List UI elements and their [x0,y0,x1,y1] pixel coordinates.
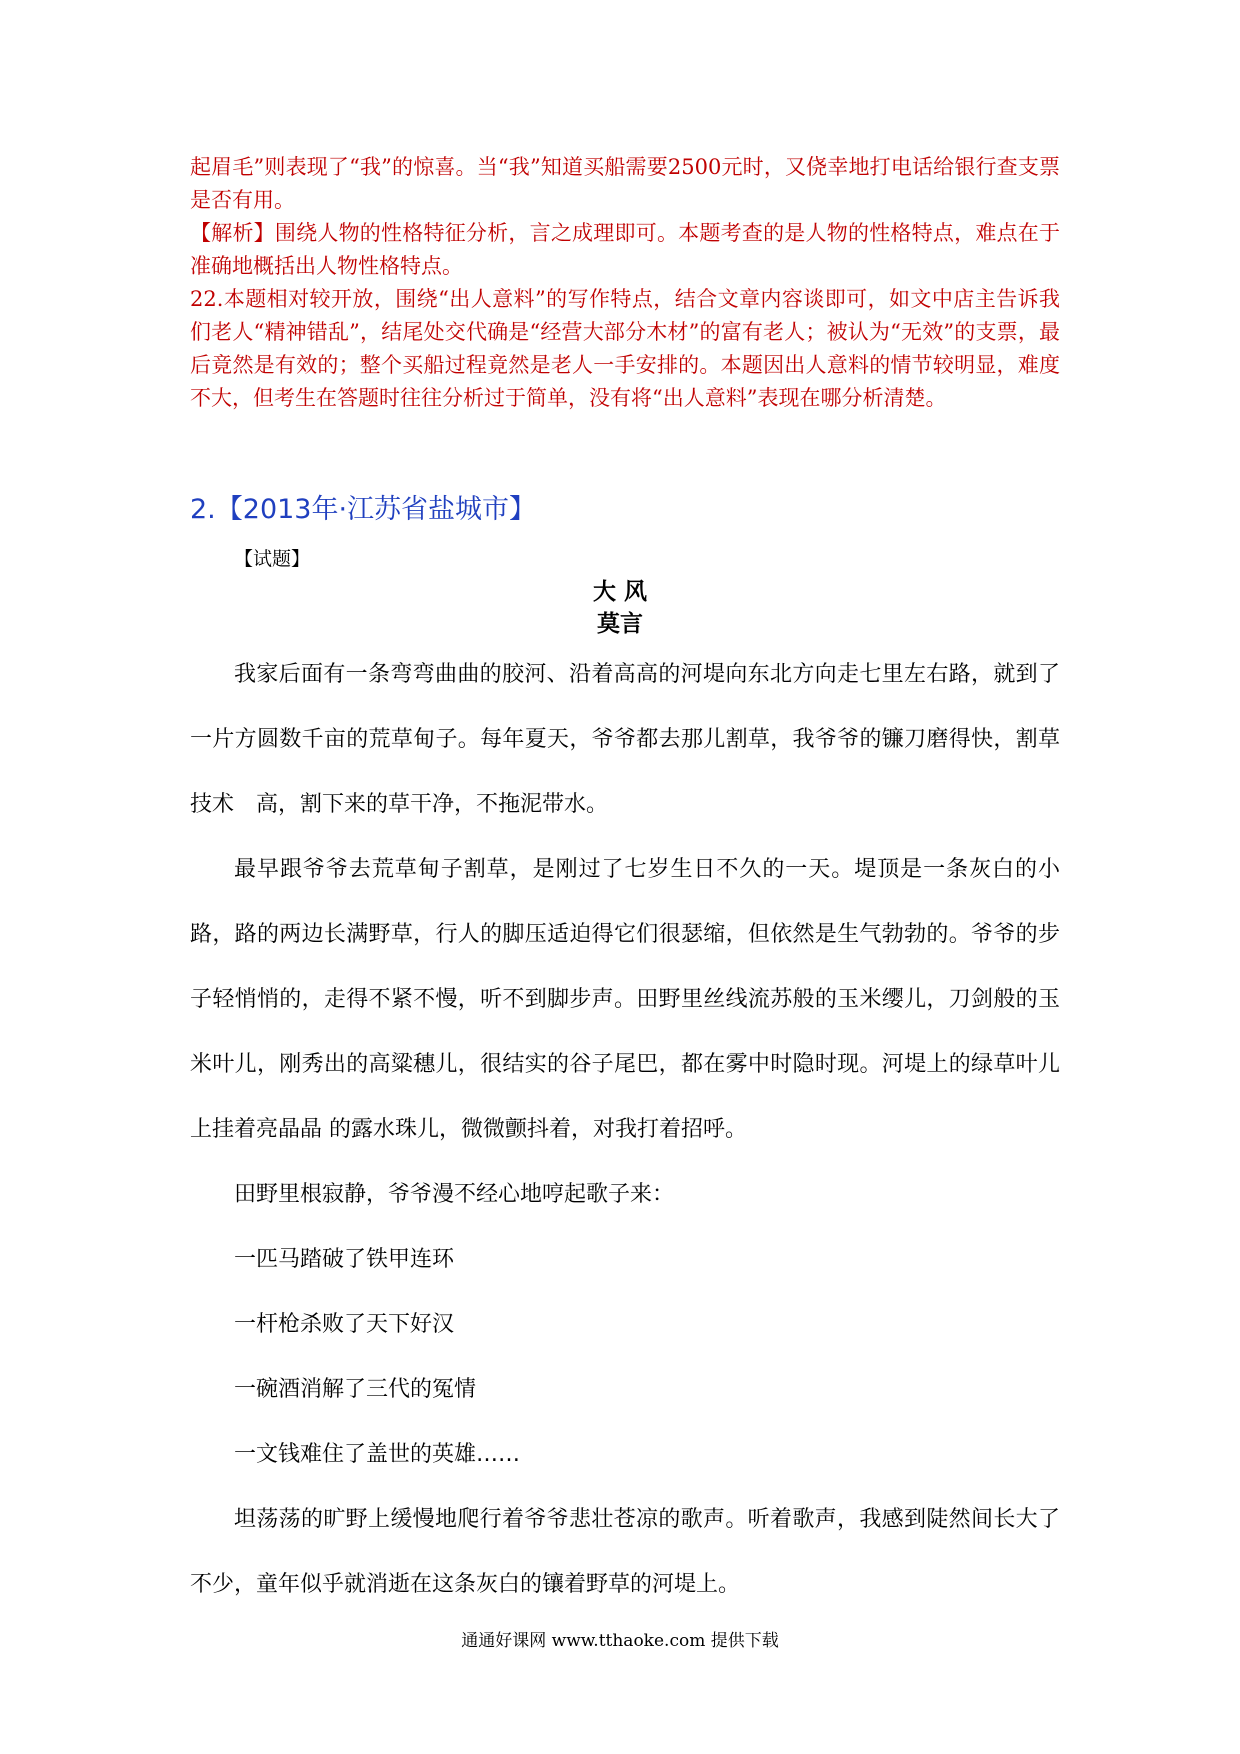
question-label: 【试题】 [234,548,311,570]
song-line: 一杆枪杀败了天下好汉 [234,1312,455,1337]
story-paragraph: 坦荡荡的旷野上缓慢地爬行着爷爷悲壮苍凉的歌声。听着歌声，我感到陡然间长大了不少，童年似乎就消逝在这条灰白的镶着野草的河堤上。 [190,1507,1060,1597]
story-paragraph: 最早跟爷爷去荒草甸子割草，是刚过了七岁生日不久的一天。堤顶是一条灰白的小路，路的两边长满野草，行人的脚压适迫得它们很瑟缩，但依然是生气勃勃的。爷爷的步子轻悄悄的，走得不紧不慢，听不到脚步声。田野里丝线流苏般的玉米缨儿，刀剑般的玉米叶儿，刚秀出的高粱穗儿，很结实的谷子尾巴，都在雾中时隐时现。河堤上的绿草叶儿上挂着亮晶晶 的露水珠儿，微微颤抖着，对我打着招呼。 [190,857,1060,1142]
analysis-paragraph: 【解析】围绕人物的性格特征分析，言之成理即可。本题考查的是人物的性格特点，难点在于准确地概括出人物性格特点。 [190,221,1060,278]
story-paragraph: 我家后面有一条弯弯曲曲的胶河、沿着高高的河堤向东北方向走七里左右路，就到了一片方圆数千亩的荒草甸子。每年夏天，爷爷都去那儿割草，我爷爷的镰刀磨得快，割草技术 高，割下来的草干净，不拖泥带水。 [190,662,1060,817]
question-22-answer: 22.本题相对较开放，围绕“出人意料”的写作特点，结合文章内容谈即可，如文中店主告诉我们老人“精神错乱”，结尾处交代确是“经营大部分木材”的富有老人；被认为“无效”的支票，最后竟然是有效的；整个买船过程竟然是老人一手安排的。本题因出人意料的情节较明显，难度不大，但考生在答题时往往分析过于简单，没有将“出人意料”表现在哪分析清楚。 [190,287,1060,410]
story-title: 大 风 [592,579,647,605]
song-line: 一匹马踏破了铁甲连环 [234,1247,455,1272]
section-heading: 2.【2013年·江苏省盐城市】 [190,494,537,525]
story-paragraph: 田野里根寂静，爷爷漫不经心地哼起歌子来： [234,1182,675,1207]
answer-block [190,151,1060,415]
story-author: 莫言 [597,611,643,637]
page-footer: 通通好课网 www.tthaoke.com 提供下载 [461,1631,779,1651]
song-line: 一文钱难住了盖世的英雄…… [234,1442,521,1467]
answer-paragraph: 起眉毛”则表现了“我”的惊喜。当“我”知道买船需要2500元时，又侥幸地打电话给银行查支票是否有用。 [190,155,1060,212]
story-body [190,642,1060,1617]
song-line: 一碗酒消解了三代的冤情 [234,1377,477,1402]
